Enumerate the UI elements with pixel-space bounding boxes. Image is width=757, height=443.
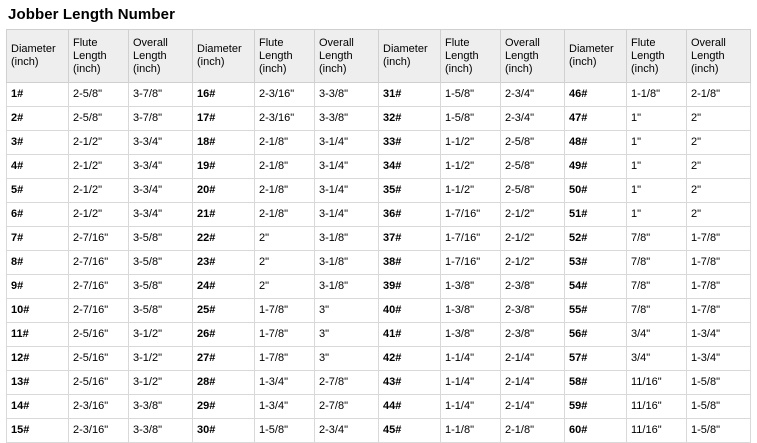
cell-flute-length: 7/8" (627, 227, 687, 251)
cell-flute-length: 2" (255, 251, 315, 275)
cell-flute-length: 2" (255, 275, 315, 299)
cell-overall-length: 2-1/2" (501, 203, 565, 227)
cell-flute-length: 1" (627, 131, 687, 155)
cell-overall-length: 3-3/4" (129, 179, 193, 203)
cell-diameter: 30# (193, 419, 255, 443)
cell-diameter: 50# (565, 179, 627, 203)
cell-diameter: 34# (379, 155, 441, 179)
cell-flute-length: 1-1/4" (441, 347, 501, 371)
cell-flute-length: 1-5/8" (441, 107, 501, 131)
cell-flute-length: 2-5/16" (69, 323, 129, 347)
cell-overall-length: 2-1/8" (501, 419, 565, 443)
table-row (7, 227, 751, 251)
cell-flute-length: 7/8" (627, 299, 687, 323)
cell-flute-length: 7/8" (627, 275, 687, 299)
cell-overall-length: 3-1/2" (129, 371, 193, 395)
cell-flute-length: 1-1/2" (441, 179, 501, 203)
column-header-overall-length: Overall Length (inch) (129, 30, 193, 83)
cell-diameter: 44# (379, 395, 441, 419)
cell-overall-length: 3-3/4" (129, 155, 193, 179)
cell-overall-length: 2" (687, 107, 751, 131)
cell-flute-length: 3/4" (627, 323, 687, 347)
cell-diameter: 22# (193, 227, 255, 251)
cell-diameter: 46# (565, 83, 627, 107)
cell-overall-length: 3-1/2" (129, 347, 193, 371)
cell-overall-length: 3-1/4" (315, 131, 379, 155)
cell-flute-length: 1-7/8" (255, 323, 315, 347)
page-title: Jobber Length Number (8, 6, 176, 23)
cell-overall-length: 3-1/4" (315, 179, 379, 203)
cell-overall-length: 2" (687, 203, 751, 227)
column-header-flute-length: Flute Length (inch) (441, 30, 501, 83)
cell-diameter: 54# (565, 275, 627, 299)
cell-flute-length: 1-3/4" (255, 395, 315, 419)
cell-overall-length: 2-3/8" (501, 275, 565, 299)
column-header-flute-length: Flute Length (inch) (69, 30, 129, 83)
cell-flute-length: 1" (627, 155, 687, 179)
cell-flute-length: 2-1/2" (69, 155, 129, 179)
cell-flute-length: 1-5/8" (255, 419, 315, 443)
cell-flute-length: 1-1/8" (627, 83, 687, 107)
cell-overall-length: 3" (315, 299, 379, 323)
cell-diameter: 3# (7, 131, 69, 155)
cell-overall-length: 3-3/4" (129, 131, 193, 155)
table-row (7, 251, 751, 275)
cell-flute-length: 1-1/2" (441, 131, 501, 155)
cell-flute-length: 2-1/8" (255, 179, 315, 203)
cell-diameter: 36# (379, 203, 441, 227)
cell-diameter: 16# (193, 83, 255, 107)
jobber-length-table (6, 29, 751, 443)
cell-overall-length: 3-1/8" (315, 227, 379, 251)
cell-flute-length: 2-1/2" (69, 179, 129, 203)
cell-diameter: 55# (565, 299, 627, 323)
cell-overall-length: 3" (315, 323, 379, 347)
cell-flute-length: 1-5/8" (441, 83, 501, 107)
cell-diameter: 24# (193, 275, 255, 299)
cell-flute-length: 2-5/8" (69, 83, 129, 107)
cell-diameter: 20# (193, 179, 255, 203)
cell-flute-length: 2-7/16" (69, 299, 129, 323)
cell-flute-length: 1-7/8" (255, 299, 315, 323)
cell-diameter: 35# (379, 179, 441, 203)
cell-overall-length: 1-5/8" (687, 419, 751, 443)
cell-overall-length: 2" (687, 131, 751, 155)
cell-overall-length: 2" (687, 155, 751, 179)
cell-overall-length: 3-5/8" (129, 275, 193, 299)
cell-overall-length: 2" (687, 179, 751, 203)
column-header-flute-length: Flute Length (inch) (255, 30, 315, 83)
cell-flute-length: 2-7/16" (69, 227, 129, 251)
cell-diameter: 41# (379, 323, 441, 347)
cell-overall-length: 3-5/8" (129, 227, 193, 251)
cell-overall-length: 1-3/4" (687, 347, 751, 371)
cell-diameter: 43# (379, 371, 441, 395)
cell-diameter: 1# (7, 83, 69, 107)
cell-overall-length: 3-3/4" (129, 203, 193, 227)
cell-flute-length: 3/4" (627, 347, 687, 371)
cell-flute-length: 2" (255, 227, 315, 251)
cell-flute-length: 11/16" (627, 395, 687, 419)
cell-overall-length: 2-3/8" (501, 299, 565, 323)
cell-overall-length: 3-3/8" (129, 395, 193, 419)
table-body (7, 83, 751, 443)
cell-diameter: 59# (565, 395, 627, 419)
cell-flute-length: 2-1/2" (69, 131, 129, 155)
cell-overall-length: 3-1/4" (315, 155, 379, 179)
cell-flute-length: 1-1/2" (441, 155, 501, 179)
cell-flute-length: 1-7/16" (441, 203, 501, 227)
column-header-overall-length: Overall Length (inch) (687, 30, 751, 83)
column-header-flute-length: Flute Length (inch) (627, 30, 687, 83)
cell-overall-length: 1-5/8" (687, 395, 751, 419)
cell-diameter: 26# (193, 323, 255, 347)
cell-diameter: 33# (379, 131, 441, 155)
cell-overall-length: 2-7/8" (315, 395, 379, 419)
cell-diameter: 21# (193, 203, 255, 227)
cell-overall-length: 2-1/8" (687, 83, 751, 107)
column-header-overall-length: Overall Length (inch) (315, 30, 379, 83)
cell-diameter: 40# (379, 299, 441, 323)
cell-diameter: 53# (565, 251, 627, 275)
cell-flute-length: 2-1/8" (255, 131, 315, 155)
cell-diameter: 38# (379, 251, 441, 275)
cell-overall-length: 3-3/8" (129, 419, 193, 443)
column-header-diameter: Diameter (inch) (565, 30, 627, 83)
cell-diameter: 7# (7, 227, 69, 251)
cell-diameter: 56# (565, 323, 627, 347)
cell-diameter: 14# (7, 395, 69, 419)
cell-overall-length: 1-7/8" (687, 251, 751, 275)
table-row (7, 155, 751, 179)
cell-overall-length: 3-5/8" (129, 251, 193, 275)
cell-overall-length: 2-3/4" (501, 83, 565, 107)
cell-diameter: 47# (565, 107, 627, 131)
cell-diameter: 42# (379, 347, 441, 371)
cell-diameter: 60# (565, 419, 627, 443)
cell-diameter: 2# (7, 107, 69, 131)
table-header (7, 30, 751, 83)
cell-overall-length: 3-1/2" (129, 323, 193, 347)
cell-diameter: 48# (565, 131, 627, 155)
cell-overall-length: 3-3/8" (315, 107, 379, 131)
cell-diameter: 28# (193, 371, 255, 395)
cell-diameter: 58# (565, 371, 627, 395)
cell-flute-length: 1-3/4" (255, 371, 315, 395)
cell-overall-length: 2-1/4" (501, 395, 565, 419)
cell-flute-length: 2-3/16" (69, 419, 129, 443)
header-row (7, 30, 751, 83)
cell-flute-length: 1-1/4" (441, 395, 501, 419)
cell-flute-length: 2-7/16" (69, 251, 129, 275)
table-row (7, 371, 751, 395)
table-row (7, 275, 751, 299)
cell-overall-length: 2-5/8" (501, 131, 565, 155)
cell-diameter: 37# (379, 227, 441, 251)
cell-diameter: 39# (379, 275, 441, 299)
table-row (7, 323, 751, 347)
cell-diameter: 32# (379, 107, 441, 131)
cell-flute-length: 11/16" (627, 419, 687, 443)
cell-diameter: 29# (193, 395, 255, 419)
cell-flute-length: 1-1/8" (441, 419, 501, 443)
cell-flute-length: 1-7/16" (441, 227, 501, 251)
column-header-overall-length: Overall Length (inch) (501, 30, 565, 83)
cell-overall-length: 1-7/8" (687, 227, 751, 251)
cell-flute-length: 1" (627, 203, 687, 227)
cell-diameter: 10# (7, 299, 69, 323)
cell-flute-length: 1-3/8" (441, 299, 501, 323)
cell-overall-length: 3-3/8" (315, 83, 379, 107)
table-row (7, 299, 751, 323)
cell-overall-length: 3-7/8" (129, 83, 193, 107)
cell-diameter: 57# (565, 347, 627, 371)
cell-overall-length: 2-3/4" (501, 107, 565, 131)
cell-flute-length: 1-3/8" (441, 275, 501, 299)
column-header-diameter: Diameter (inch) (193, 30, 255, 83)
cell-overall-length: 2-3/8" (501, 323, 565, 347)
cell-diameter: 9# (7, 275, 69, 299)
cell-flute-length: 2-3/16" (255, 107, 315, 131)
cell-diameter: 8# (7, 251, 69, 275)
cell-diameter: 13# (7, 371, 69, 395)
cell-flute-length: 2-5/8" (69, 107, 129, 131)
cell-diameter: 45# (379, 419, 441, 443)
table-row (7, 419, 751, 443)
cell-diameter: 15# (7, 419, 69, 443)
cell-diameter: 27# (193, 347, 255, 371)
cell-flute-length: 2-1/8" (255, 155, 315, 179)
cell-overall-length: 1-5/8" (687, 371, 751, 395)
cell-flute-length: 1" (627, 107, 687, 131)
cell-diameter: 6# (7, 203, 69, 227)
cell-overall-length: 3-1/8" (315, 251, 379, 275)
table-row (7, 83, 751, 107)
cell-diameter: 23# (193, 251, 255, 275)
cell-overall-length: 3-5/8" (129, 299, 193, 323)
cell-diameter: 51# (565, 203, 627, 227)
cell-overall-length: 1-3/4" (687, 323, 751, 347)
cell-overall-length: 2-1/4" (501, 371, 565, 395)
cell-overall-length: 2-5/8" (501, 179, 565, 203)
cell-flute-length: 2-7/16" (69, 275, 129, 299)
column-header-diameter: Diameter (inch) (7, 30, 69, 83)
cell-flute-length: 1-7/16" (441, 251, 501, 275)
cell-overall-length: 1-7/8" (687, 275, 751, 299)
cell-flute-length: 1-7/8" (255, 347, 315, 371)
cell-flute-length: 1" (627, 179, 687, 203)
cell-diameter: 31# (379, 83, 441, 107)
cell-flute-length: 7/8" (627, 251, 687, 275)
cell-diameter: 25# (193, 299, 255, 323)
table-row (7, 395, 751, 419)
cell-overall-length: 3-7/8" (129, 107, 193, 131)
cell-flute-length: 2-3/16" (69, 395, 129, 419)
cell-flute-length: 1-3/8" (441, 323, 501, 347)
cell-overall-length: 3" (315, 347, 379, 371)
table-row (7, 179, 751, 203)
cell-flute-length: 2-5/16" (69, 371, 129, 395)
column-header-diameter: Diameter (inch) (379, 30, 441, 83)
cell-diameter: 5# (7, 179, 69, 203)
cell-diameter: 4# (7, 155, 69, 179)
cell-diameter: 12# (7, 347, 69, 371)
cell-overall-length: 1-7/8" (687, 299, 751, 323)
cell-overall-length: 2-5/8" (501, 155, 565, 179)
table-row (7, 203, 751, 227)
cell-diameter: 19# (193, 155, 255, 179)
cell-overall-length: 2-1/4" (501, 347, 565, 371)
cell-flute-length: 2-1/8" (255, 203, 315, 227)
cell-flute-length: 2-5/16" (69, 347, 129, 371)
cell-diameter: 11# (7, 323, 69, 347)
table-row (7, 131, 751, 155)
cell-diameter: 52# (565, 227, 627, 251)
cell-flute-length: 11/16" (627, 371, 687, 395)
cell-flute-length: 1-1/4" (441, 371, 501, 395)
cell-overall-length: 3-1/8" (315, 275, 379, 299)
cell-overall-length: 3-1/4" (315, 203, 379, 227)
cell-overall-length: 2-1/2" (501, 251, 565, 275)
table-row (7, 107, 751, 131)
cell-diameter: 18# (193, 131, 255, 155)
cell-overall-length: 2-1/2" (501, 227, 565, 251)
table-row (7, 347, 751, 371)
cell-diameter: 17# (193, 107, 255, 131)
cell-flute-length: 2-3/16" (255, 83, 315, 107)
cell-diameter: 49# (565, 155, 627, 179)
cell-overall-length: 2-3/4" (315, 419, 379, 443)
cell-flute-length: 2-1/2" (69, 203, 129, 227)
cell-overall-length: 2-7/8" (315, 371, 379, 395)
